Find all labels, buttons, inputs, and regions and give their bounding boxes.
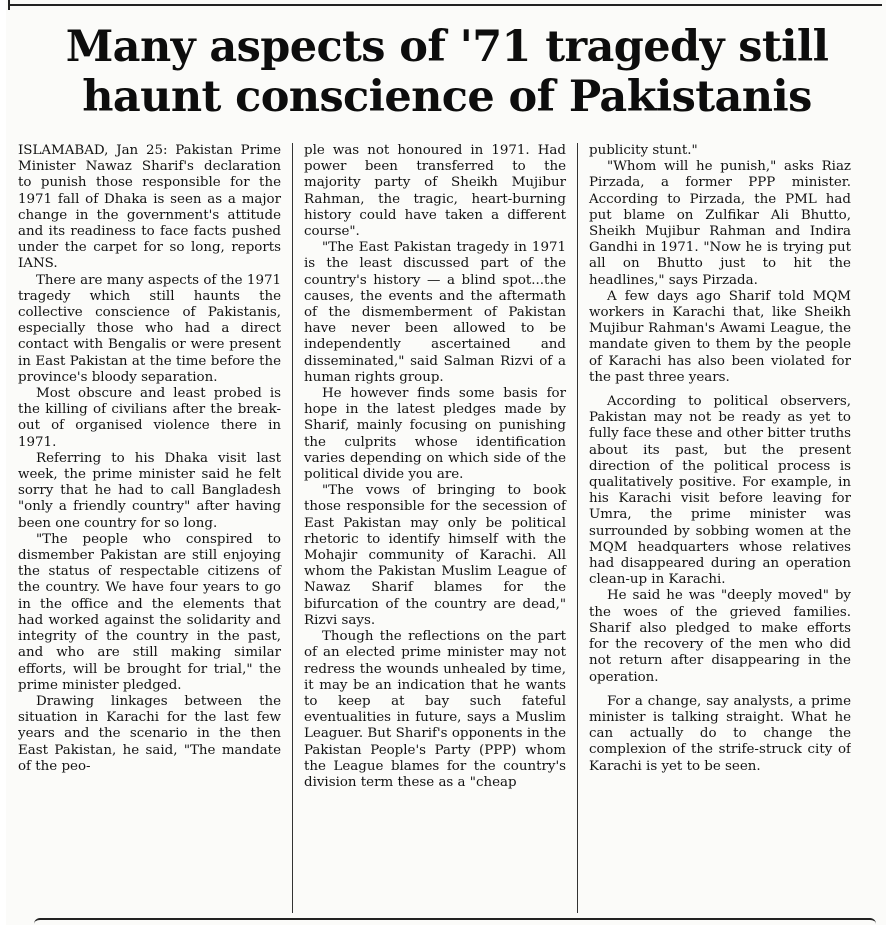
paragraph: "The East Pakistan tragedy in 1971 is the least discussed part of the country's history — a blind spot...the causes, the events and the aftermath of the dismemberment of Pakistan have never been allowed to be independently ascertained and disseminated," said Salman Rizvi of a human rights group. — [304, 240, 566, 385]
paragraph: "The vows of bringing to book those responsible for the secession of East Pakistan may only be political rhetoric to identify himself with the Mohajir community of Karachi. All whom the Pakistan Muslim League of Nawaz Sharif blames for the bifurcation of the country are dead," Rizvi says. — [304, 483, 566, 628]
paragraph: He said he was "deeply moved" by the woes of the grieved families. Sharif also pledged to make efforts for the recovery of the men who did not return after disappearing in the operation. — [589, 588, 851, 685]
paragraph: Drawing linkages between the situation in Karachi for the last few years and the scenario in the then East Pakistan, he said, "The mandate of the peo- — [18, 693, 281, 774]
paragraph: A few days ago Sharif told MQM workers in Karachi that, like Sheikh Mujibur Rahman's Awami League, the mandate given to them by the people of Karachi has also been violated for the past three years. — [589, 288, 851, 385]
paragraph: "Whom will he punish," asks Riaz Pirzada, a former PPP minister. According to Pirzada, the PML had put blame on Zulfikar Ali Bhutto, Sheikh Mujibur Rahman and Indira Gandhi in 1971. "Now he is trying put all on Bhutto just to hit the headlines," says Pirzada. — [589, 159, 851, 288]
article-body — [18, 143, 876, 913]
article-column-2 — [292, 143, 577, 913]
paragraph: "The people who conspired to dismember Pakistan are still enjoying the status of respectable citizens of the country. We have four years to go in the office and the elements that had worked against the solidarity and integrity of the country in the past, and who are still making similar efforts, will be brought for trial," the prime minister pledged. — [18, 531, 281, 693]
top-rule — [10, 4, 882, 6]
article-column-1 — [18, 143, 292, 913]
paragraph: According to political observers, Pakistan may not be ready as yet to fully face these and other bitter truths about its past, but the present direction of the political process is qualitatively positive. For example, in his Karachi visit before leaving for Umra, the prime minister was surrounded by sobbing women at the MQM headquarters whose relatives had disappeared during an operation clean-up in Karachi. — [589, 394, 851, 588]
paragraph: Though the reflections on the part of an elected prime minister may not redress the wounds unhealed by time, it may be an indication that he wants to keep at bay such fateful eventualities in future, says a Muslim Leaguer. But Sharif's opponents in the Pakistan People's Party (PPP) whom the League blames for the country's division term these as a "cheap — [304, 629, 566, 790]
paragraph: publicity stunt." — [589, 143, 698, 158]
paragraph: ple was not honoured in 1971. Had power been transferred to the majority party of Sheikh Mujibur Rahman, the tragic, heart-burning history could have taken a different course". — [304, 143, 566, 240]
paragraph: Referring to his Dhaka visit last week, the prime minister said he felt sorry that he had to call Bangladesh "only a friendly country" after having been one country for so long. — [18, 450, 281, 531]
paragraph: He however finds some basis for hope in the latest pledges made by Sharif, mainly focusing on punishing the culprits whose identification varies depending on which side of the political divide you are. — [304, 386, 566, 483]
headline: Many aspects of '71 tragedy still haunt conscience of Pakistanis — [65, 22, 829, 122]
paragraph: ISLAMABAD, Jan 25: Pakistan Prime Minister Nawaz Sharif's declaration to punish those responsible for the 1971 fall of Dhaka is seen as a major change in the government's attitude and its readiness to face facts pushed under the carpet for so long, reports IANS. — [18, 143, 281, 272]
paragraph: There are many aspects of the 1971 tragedy which still haunts the collective conscience of Pakistanis, especially those who had a direct contact with Bengalis or were present in East Pakistan at the time before the province's bloody separation. — [18, 272, 281, 385]
article-column-3 — [577, 143, 851, 913]
paragraph: For a change, say analysts, a prime minister is talking straight. What he can actually do to change the complexion of the strife-struck city of Karachi is yet to be seen. — [589, 693, 851, 774]
bottom-rule — [34, 918, 876, 925]
paragraph: Most obscure and least probed is the killing of civilians after the break-out of organised violence there in 1971. — [18, 386, 281, 450]
